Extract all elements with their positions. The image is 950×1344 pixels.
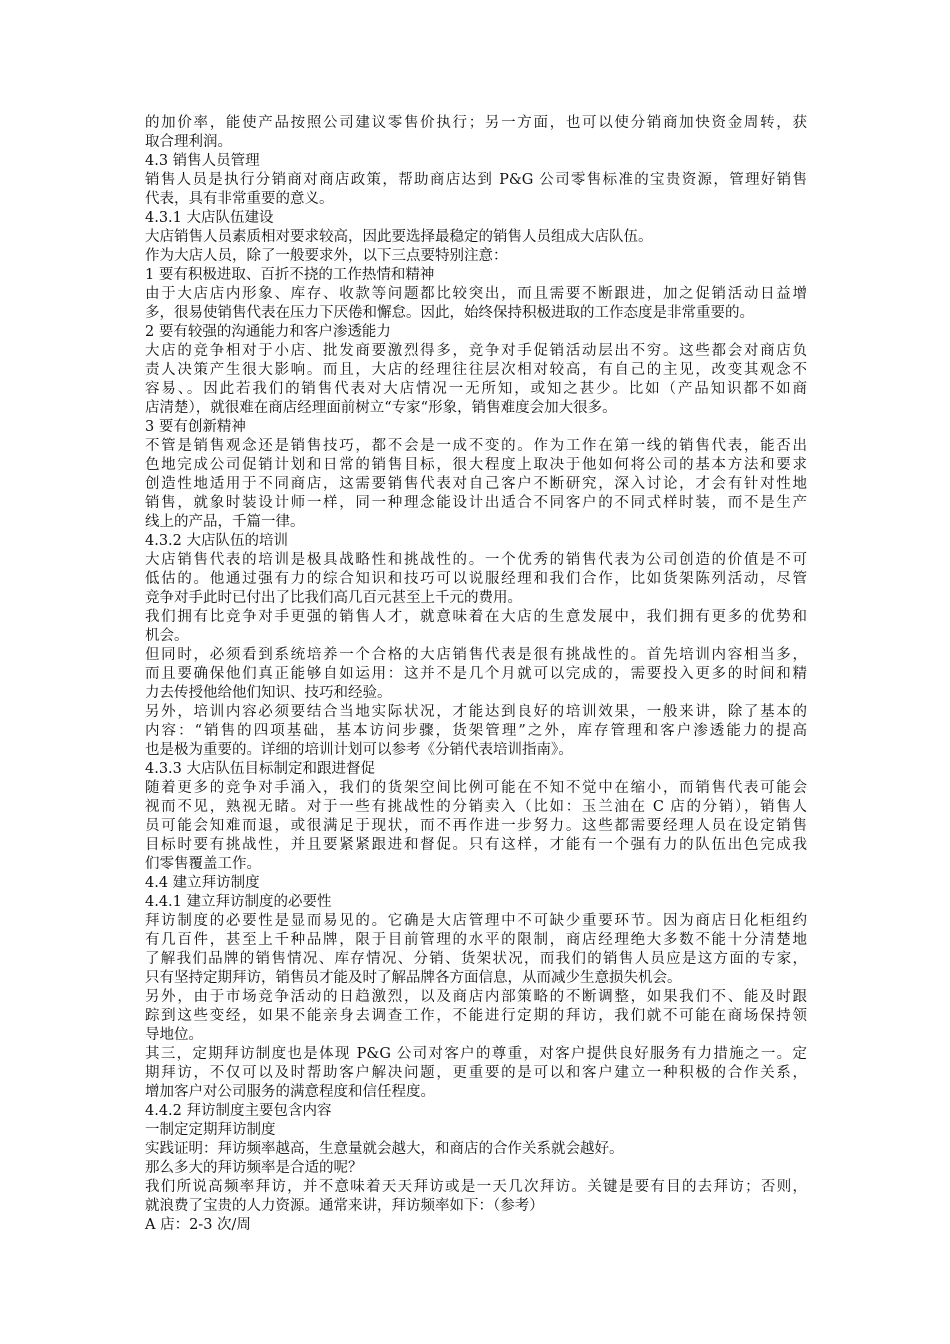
text-line: 有几百件，甚至上千种品牌，限于目前管理的水平的限制，商店经理绝大多数不能十分清楚地 — [145, 932, 807, 948]
text-line: 由于大店店内形象、库存、收款等问题都比较突出，而且需要不断跟进，加之促销活动日益增 — [145, 286, 807, 302]
text-line: 大店的竞争相对于小店、批发商要激烈得多，竞争对手促销活动层出不穷。这些都会对商店负 — [145, 343, 807, 359]
text-line: 也是极为重要的。详细的培训计划可以参考《分销代表培训指南》。 — [145, 742, 573, 758]
text-line: 目标时要有挑战性，并且要紧紧跟进和督促。只有这样，才能有一个强有力的队伍出色完成我 — [145, 837, 807, 853]
text-line: 另外，由于市场竞争活动的日趋激烈，以及商店内部策略的不断调整，如果我们不、能及时跟 — [145, 989, 807, 1005]
text-line: 大店销售人员素质相对要求较高，因此要选择最稳定的销售人员组成大店队伍。 — [145, 229, 653, 245]
paragraph — [145, 912, 807, 988]
text-line: 销售，就象时装设计师一样，同一种理念能设计出适合不同客户的不同式样时装，而不是生产 — [145, 495, 807, 511]
text-line: A 店：2-3 次/周 — [145, 1217, 251, 1233]
text-line: 色地完成公司促销计划和日常的销售目标，很大程度上取决于他如何将公司的基本方法和要求 — [145, 457, 807, 473]
text-line: 不管是销售观念还是销售技巧，都不会是一成不变的。作为工作在第一线的销售代表，能否出 — [145, 438, 807, 454]
text-line: 员可能会知难而退，或很满足于现状，而不再作进一步努力。这些都需要经理人员在设定销售 — [145, 818, 807, 834]
paragraph — [145, 1140, 807, 1159]
text-line: 3 要有创新精神 — [145, 419, 246, 435]
text-line: 2 要有较强的沟通能力和客户渗透能力 — [145, 324, 391, 340]
text-line: 的加价率，能使产品按照公司建议零售价执行；另一方面，也可以使分销商加快资金周转，获 — [145, 115, 807, 131]
text-line: 力去传授他给他们知识、技巧和经验。 — [145, 685, 392, 701]
document-page — [145, 114, 807, 1235]
paragraph — [145, 988, 807, 1045]
section-heading — [145, 152, 807, 171]
paragraph — [145, 1216, 807, 1235]
paragraph — [145, 608, 807, 646]
text-line: 低估的。他通过强有力的综合知识和技巧可以说服经理和我们合作，比如货架陈列活动，尽管 — [145, 571, 807, 587]
text-line: 4.4 建立拜访制度 — [145, 875, 260, 891]
text-line: 1 要有积极进取、百折不挠的工作热情和精神 — [145, 267, 435, 283]
text-line: 随着更多的竞争对手涌入，我们的货架空间比例可能在不知不觉中在缩小，而销售代表可能会 — [145, 780, 807, 796]
text-line: 但同时，必须看到系统培养一个合格的大店销售代表是很有挑战性的。首先培训内容相当多， — [145, 647, 807, 663]
text-line: 责人决策产生很大影响。而且，大店的经理往往层次相对较高，有自己的主见，改变其观念不 — [145, 362, 807, 378]
text-line: 代表，具有非常重要的意义。 — [145, 191, 334, 207]
section-heading — [145, 1102, 807, 1121]
paragraph — [145, 703, 807, 760]
section-heading — [145, 323, 807, 342]
section-heading — [145, 1121, 807, 1140]
text-line: 容易、。因此若我们的销售代表对大店情况一无所知，或知之甚少。比如（产品知识都不如商 — [145, 381, 807, 397]
paragraph — [145, 114, 807, 152]
section-heading — [145, 760, 807, 779]
section-heading — [145, 874, 807, 893]
text-line: 视而不见，熟视无睹。对于一些有挑战性的分销卖入（比如：玉兰油在 C 店的分销），销售人 — [145, 799, 807, 815]
text-line: 们零售覆盖工作。 — [145, 856, 261, 872]
text-line: 我们拥有比竞争对手更强的销售人才，就意味着在大店的生意发展中，我们拥有更多的优势和 — [145, 609, 807, 625]
text-line: 拜访制度的必要性是显而易见的。它确是大店管理中不可缺少重要环节。因为商店日化柜组约 — [145, 913, 807, 929]
paragraph — [145, 779, 807, 874]
paragraph — [145, 551, 807, 608]
section-heading — [145, 209, 807, 228]
text-line: 另外，培训内容必须要结合当地实际状况，才能达到良好的培训效果，一般来讲，除了基本的 — [145, 704, 807, 720]
text-line: 4.3 销售人员管理 — [145, 153, 260, 169]
text-line: 我们所说高频率拜访，并不意味着天天拜访或是一天几次拜访。关键是要有目的去拜访；否则， — [145, 1179, 807, 1195]
section-heading — [145, 893, 807, 912]
paragraph — [145, 1045, 807, 1102]
text-line: 4.4.1 建立拜访制度的必要性 — [145, 894, 332, 910]
text-line: 内容：“销售的四项基础，基本访问步骤，货架管理”之外，库存管理和客户渗透能力的提高 — [145, 723, 807, 739]
text-line: 多，很易使销售代表在压力下厌倦和懈怠。因此，始终保持积极进取的工作态度是非常重要的。 — [145, 305, 754, 321]
text-line: 大店销售代表的培训是极具战略性和挑战性的。一个优秀的销售代表为公司创造的价值是不可 — [145, 552, 807, 568]
paragraph — [145, 437, 807, 532]
text-line: 创造性地适用于不同商店，这需要销售代表对自己客户不断研究，深入讨论，才会有针对性地 — [145, 476, 807, 492]
text-line: 那么多大的拜访频率是合适的呢？ — [145, 1160, 363, 1176]
section-heading — [145, 418, 807, 437]
paragraph — [145, 1178, 807, 1216]
text-line: 4.3.3 大店队伍目标制定和跟进督促 — [145, 761, 376, 777]
text-line: 4.3.2 大店队伍的培训 — [145, 533, 289, 549]
text-line: 4.3.1 大店队伍建设 — [145, 210, 274, 226]
text-line: 一制定定期拜访制度 — [145, 1122, 276, 1138]
text-line: 机会。 — [145, 628, 189, 644]
text-line: 4.4.2 拜访制度主要包含内容 — [145, 1103, 332, 1119]
text-line: 而且要确保他们真正能够自如运用：这并不是几个月就可以完成的，需要投入更多的时间和精 — [145, 666, 807, 682]
paragraph — [145, 285, 807, 323]
text-line: 销售人员是执行分销商对商店政策，帮助商店达到 P&G 公司零售标准的宝贵资源，管理好销售 — [145, 172, 807, 188]
section-heading — [145, 266, 807, 285]
text-line: 增加客户对公司服务的满意程度和信任程度。 — [145, 1084, 435, 1100]
text-line: 其三，定期拜访制度也是体现 P&G 公司对客户的尊重，对客户提供良好服务有力措施之一。定 — [145, 1046, 807, 1062]
text-line: 竞争对手此时已付出了比我们高几百元甚至上千元的费用。 — [145, 590, 522, 606]
text-line: 取合理利润。 — [145, 134, 232, 150]
text-line: 就浪费了宝贵的人力资源。通常来讲，拜访频率如下：（参考） — [145, 1198, 544, 1214]
text-line: 期拜访，不仅可以及时帮助客户解决问题，更重要的是可以和客户建立一种积极的合作关系， — [145, 1065, 807, 1081]
text-line: 店清楚），就很难在商店经理面前树立“专家“形象，销售难度会加大很多。 — [145, 400, 617, 416]
text-line: 导地位。 — [145, 1027, 203, 1043]
paragraph — [145, 228, 807, 247]
text-line: 实践证明：拜访频率越高，生意量就会越大，和商店的合作关系就会越好。 — [145, 1141, 624, 1157]
text-line: 只有坚持定期拜访，销售员才能及时了解品牌各方面信息，从而减少生意损失机会。 — [145, 970, 682, 986]
text-line: 踪到这些变经，如果不能亲身去调查工作，不能进行定期的拜访，我们就不可能在商场保持领 — [145, 1008, 807, 1024]
paragraph — [145, 171, 807, 209]
text-line: 了解我们品牌的销售情况、库存情况、分销、货架状况，而我们的销售人员应是这方面的专家， — [145, 951, 807, 967]
paragraph — [145, 342, 807, 418]
paragraph — [145, 1159, 807, 1178]
paragraph — [145, 247, 807, 266]
paragraph — [145, 646, 807, 703]
text-line: 线上的产品，千篇一律。 — [145, 514, 305, 530]
text-line: 作为大店人员，除了一般要求外，以下三点要特别注意： — [145, 248, 508, 264]
section-heading — [145, 532, 807, 551]
